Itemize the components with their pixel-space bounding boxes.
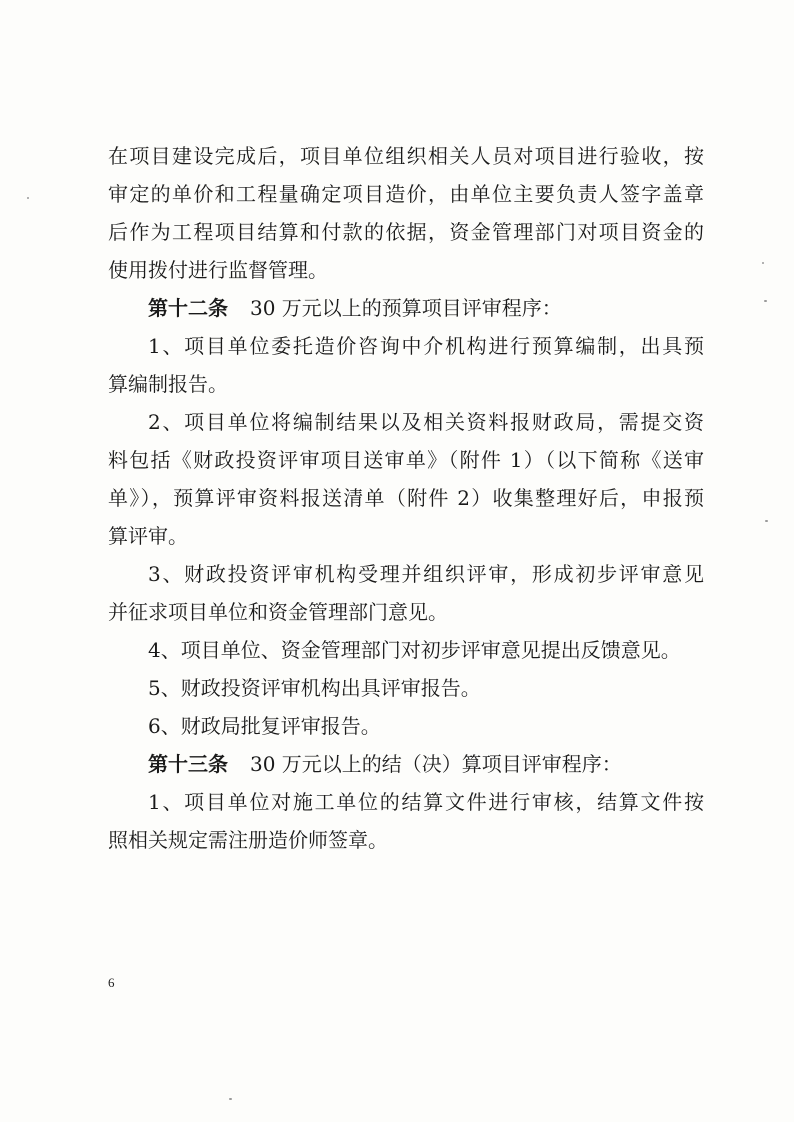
- scan-speck: [27, 197, 29, 199]
- text-line: 4、项目单位、资金管理部门对初步评审意见提出反馈意见。: [148, 638, 681, 662]
- text-line: 1、项目单位委托造价咨询中介机构进行预算编制，出具预: [148, 334, 704, 358]
- text-line: 6、财政局批复评审报告。: [148, 714, 381, 738]
- text-line: 在项目建设完成后，项目单位组织相关人员对项目进行验收，按: [108, 144, 704, 168]
- article-title-text: 30 万元以上的结（决）算项目评审程序：: [250, 752, 622, 776]
- text-line: 3、财政投资评审机构受理并组织评审，形成初步评审意见: [148, 562, 704, 586]
- article-heading-line: [108, 745, 704, 783]
- scan-speck: [764, 300, 767, 302]
- clause-12-5: [108, 669, 704, 707]
- scan-speck: [765, 520, 768, 522]
- text-line: 后作为工程项目结算和付款的依据，资金管理部门对项目资金的: [108, 220, 704, 244]
- clause-12-2: [108, 403, 704, 555]
- scan-speck: [762, 262, 764, 264]
- text-line: 2、项目单位将编制结果以及相关资料报财政局，需提交资: [148, 410, 704, 434]
- clause-12-3: [108, 555, 704, 631]
- article-12: [108, 289, 704, 327]
- paragraph-continuation: [108, 137, 704, 289]
- scan-speck: [229, 1098, 232, 1100]
- page-number: 6: [108, 975, 115, 990]
- clause-12-6: [108, 707, 704, 745]
- article-number-label: 第十三条: [148, 752, 228, 776]
- article-title-text: 30 万元以上的预算项目评审程序：: [250, 296, 562, 320]
- article-number-label: 第十二条: [148, 296, 228, 320]
- article-heading-line: [108, 289, 704, 327]
- text-line: 1、项目单位对施工单位的结算文件进行审核，结算文件按: [148, 790, 704, 814]
- document-body: [108, 137, 704, 859]
- text-line: 使用拨付进行监督管理。: [108, 258, 328, 282]
- text-line: 算评审。: [108, 524, 188, 548]
- text-line: 算编制报告。: [108, 372, 228, 396]
- article-13: [108, 745, 704, 783]
- text-line: 照相关规定需注册造价师签章。: [108, 828, 388, 852]
- clause-12-4: [108, 631, 704, 669]
- text-line: 审定的单价和工程量确定项目造价，由单位主要负责人签字盖章: [108, 182, 704, 206]
- text-line: 并征求项目单位和资金管理部门意见。: [108, 600, 448, 624]
- clause-13-1: [108, 783, 704, 859]
- text-line: 单》），预算评审资料报送清单（附件 2）收集整理好后，申报预: [108, 486, 704, 510]
- text-line: 5、财政投资评审机构出具评审报告。: [148, 676, 481, 700]
- clause-12-1: [108, 327, 704, 403]
- text-line: 料包括《财政投资评审项目送审单》（附件 1）（以下简称《送审: [108, 448, 704, 472]
